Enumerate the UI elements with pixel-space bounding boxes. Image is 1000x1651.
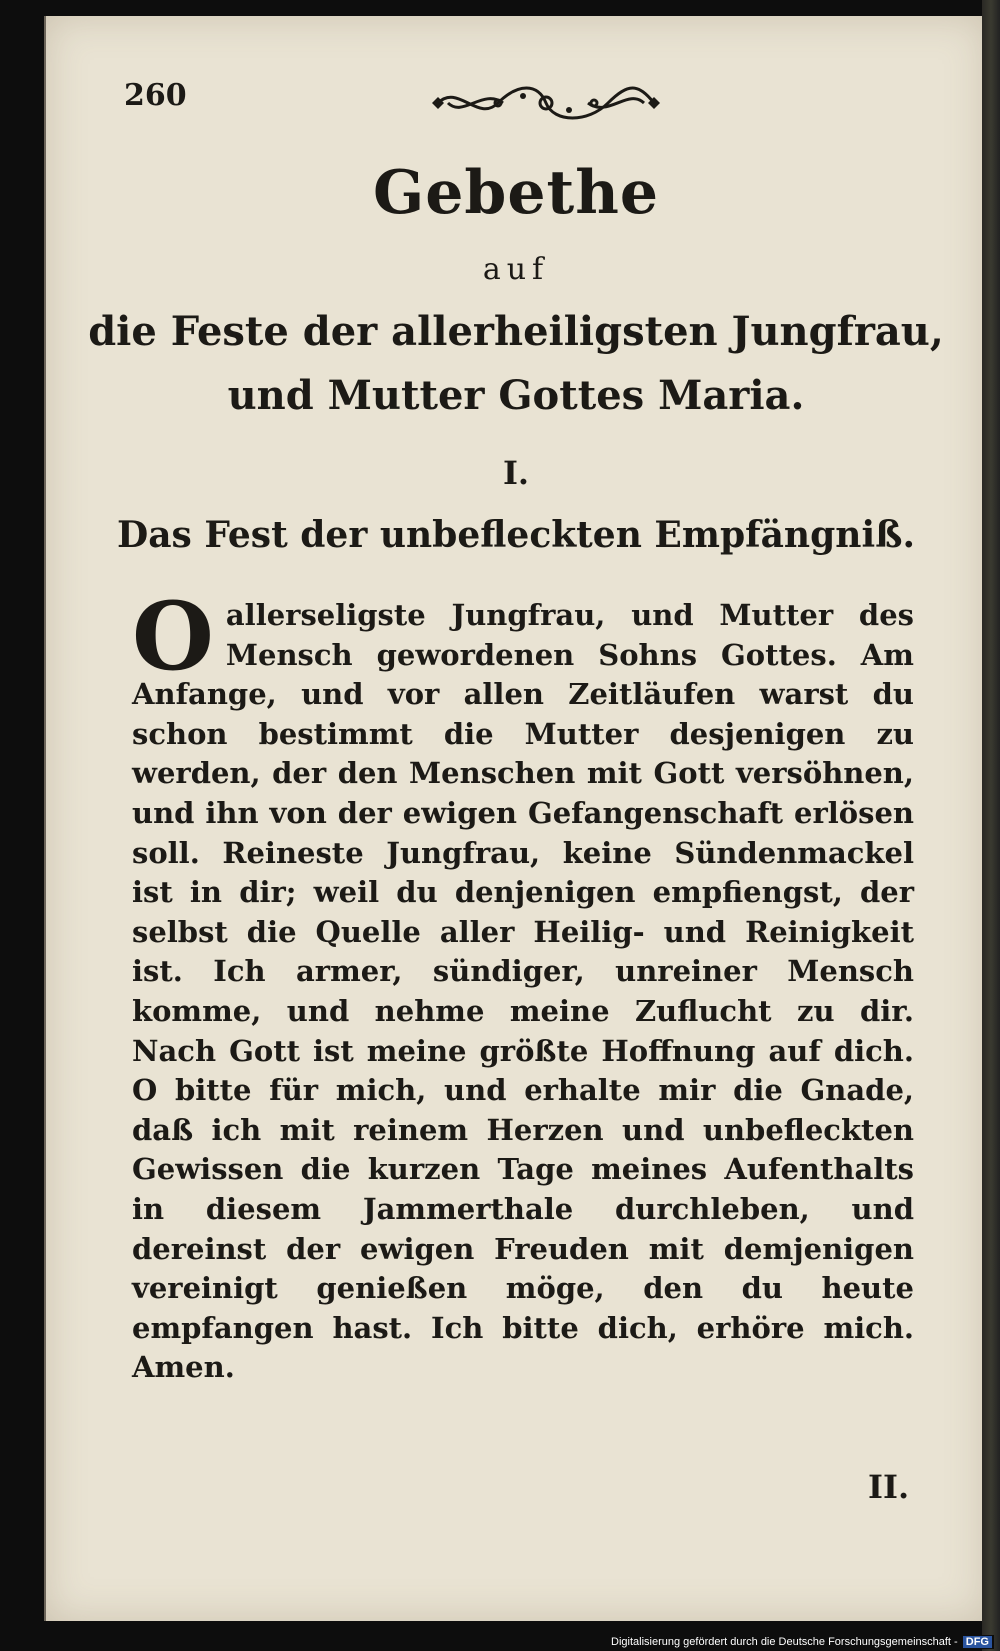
section-title: Das Fest der unbefleckten Empfängniß. bbox=[116, 514, 916, 556]
book-spine bbox=[982, 0, 1000, 1651]
decorative-ornament-icon bbox=[428, 78, 664, 128]
prayer-text bbox=[132, 582, 914, 1388]
digitization-credit bbox=[609, 1635, 994, 1649]
book-page bbox=[44, 16, 986, 1621]
subtitle-line-1: die Feste der allerheiligsten Jungfrau, bbox=[88, 308, 944, 355]
catchword: II. bbox=[868, 1468, 910, 1506]
subtitle-line-2: und Mutter Gottes Maria. bbox=[227, 372, 805, 419]
title-connector: auf bbox=[482, 252, 550, 287]
page-number: 260 bbox=[124, 78, 187, 113]
credit-text: Digitalisierung gefördert durch die Deutsche Forschungsgemeinschaft - bbox=[611, 1636, 958, 1648]
drop-cap: O bbox=[132, 582, 214, 692]
prayer-body: allerseligste Jungfrau, und Mutter des Mensch gewordenen Sohns Gottes. Am Anfange, und vor allen Zeitläufen warst du schon bestimmt die Mutter desjenigen zu werden, der den Menschen mit Gott versöhnen, und ihn von der ewigen Gefangenschaft erlösen soll. Reineste Jungfrau, keine Sündenmackel ist in dir; weil du denjenigen empfiengst, der selbst die Quelle aller Heilig- und Reinigkeit ist. Ich armer, sündiger, unreiner Mensch komme, und nehme meine Zuflucht zu dir. Nach Gott ist meine größte Hoffnung auf dich. O bitte für mich, und erhalte mir die Gnade, daß ich mit reinem Herzen und unbefleckten Gewissen die kurzen Tage meines Aufenthalts in diesem Jammerthale durchleben, und dereinst der ewigen Freuden mit demjenigen vereinigt genießen möge, den du heute empfangen hast. Ich bitte dich, erhöre mich. Amen. bbox=[132, 598, 914, 1385]
page-title: Gebethe bbox=[372, 158, 660, 228]
dfg-logo-icon: DFG bbox=[963, 1636, 992, 1648]
section-number: I. bbox=[502, 454, 530, 492]
